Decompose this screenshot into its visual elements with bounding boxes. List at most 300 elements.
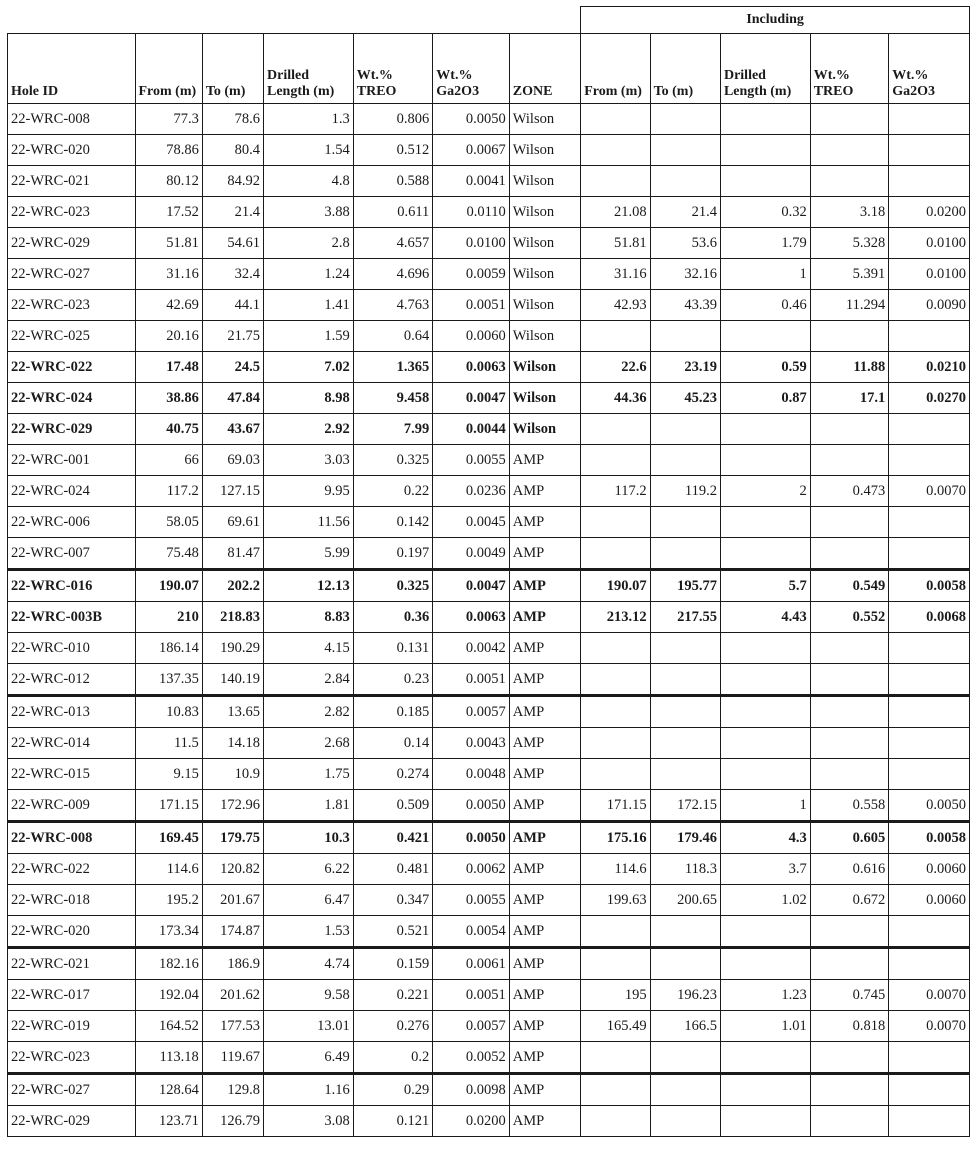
cell-inc-to (650, 538, 720, 570)
cell-zone: AMP (509, 445, 580, 476)
cell-inc-from: 175.16 (581, 822, 650, 854)
cell-drilled-length: 2.68 (264, 728, 354, 759)
cell-to: 201.62 (202, 980, 263, 1011)
cell-inc-treo: 0.605 (810, 822, 889, 854)
cell-inc-ga2o3: 0.0058 (889, 570, 970, 602)
cell-zone: AMP (509, 633, 580, 664)
cell-treo: 0.2 (353, 1042, 433, 1074)
cell-inc-treo: 0.818 (810, 1011, 889, 1042)
cell-hole-id: 22-WRC-029 (8, 1106, 136, 1137)
header-inc-to: To (m) (650, 34, 720, 104)
cell-from: 9.15 (135, 759, 202, 790)
cell-drilled-length: 1.75 (264, 759, 354, 790)
cell-inc-drilled-length (720, 321, 810, 352)
table-row (8, 197, 970, 228)
cell-inc-treo (810, 728, 889, 759)
cell-inc-treo (810, 507, 889, 538)
cell-inc-treo: 0.616 (810, 854, 889, 885)
group-header-row (8, 7, 970, 34)
cell-inc-treo (810, 1106, 889, 1137)
cell-inc-treo: 0.558 (810, 790, 889, 822)
cell-inc-ga2o3 (889, 696, 970, 728)
group-header-blank (8, 7, 581, 34)
cell-inc-from (581, 633, 650, 664)
table-row (8, 104, 970, 135)
cell-inc-drilled-length: 1.23 (720, 980, 810, 1011)
cell-inc-drilled-length (720, 135, 810, 166)
cell-inc-ga2o3: 0.0070 (889, 476, 970, 507)
cell-inc-to: 119.2 (650, 476, 720, 507)
cell-from: 75.48 (135, 538, 202, 570)
cell-treo: 0.14 (353, 728, 433, 759)
cell-to: 13.65 (202, 696, 263, 728)
cell-drilled-length: 11.56 (264, 507, 354, 538)
cell-treo: 0.588 (353, 166, 433, 197)
including-group-header: Including (581, 7, 970, 34)
cell-zone: Wilson (509, 166, 580, 197)
table-row (8, 290, 970, 321)
cell-inc-treo (810, 104, 889, 135)
cell-drilled-length: 12.13 (264, 570, 354, 602)
cell-inc-ga2o3: 0.0050 (889, 790, 970, 822)
cell-treo: 0.611 (353, 197, 433, 228)
cell-zone: AMP (509, 570, 580, 602)
cell-inc-from: 171.15 (581, 790, 650, 822)
cell-inc-from (581, 696, 650, 728)
cell-from: 17.48 (135, 352, 202, 383)
cell-to: 84.92 (202, 166, 263, 197)
cell-inc-from: 165.49 (581, 1011, 650, 1042)
cell-inc-treo (810, 1042, 889, 1074)
cell-from: 210 (135, 602, 202, 633)
cell-to: 69.61 (202, 507, 263, 538)
cell-hole-id: 22-WRC-023 (8, 290, 136, 321)
cell-inc-drilled-length (720, 507, 810, 538)
cell-drilled-length: 13.01 (264, 1011, 354, 1042)
cell-drilled-length: 6.49 (264, 1042, 354, 1074)
cell-ga2o3: 0.0051 (433, 290, 510, 321)
table-row (8, 228, 970, 259)
cell-hole-id: 22-WRC-015 (8, 759, 136, 790)
cell-ga2o3: 0.0059 (433, 259, 510, 290)
cell-inc-drilled-length: 1 (720, 790, 810, 822)
cell-inc-treo: 3.18 (810, 197, 889, 228)
cell-inc-to (650, 1042, 720, 1074)
cell-inc-from: 117.2 (581, 476, 650, 507)
cell-ga2o3: 0.0054 (433, 916, 510, 948)
cell-zone: Wilson (509, 228, 580, 259)
cell-inc-from: 114.6 (581, 854, 650, 885)
cell-ga2o3: 0.0063 (433, 352, 510, 383)
cell-zone: AMP (509, 476, 580, 507)
cell-inc-treo (810, 321, 889, 352)
cell-hole-id: 22-WRC-018 (8, 885, 136, 916)
cell-from: 20.16 (135, 321, 202, 352)
cell-from: 58.05 (135, 507, 202, 538)
cell-inc-treo (810, 948, 889, 980)
cell-to: 172.96 (202, 790, 263, 822)
cell-to: 69.03 (202, 445, 263, 476)
cell-inc-drilled-length: 0.46 (720, 290, 810, 321)
cell-ga2o3: 0.0067 (433, 135, 510, 166)
cell-from: 51.81 (135, 228, 202, 259)
cell-drilled-length: 2.8 (264, 228, 354, 259)
cell-hole-id: 22-WRC-022 (8, 352, 136, 383)
cell-inc-drilled-length (720, 166, 810, 197)
cell-hole-id: 22-WRC-019 (8, 1011, 136, 1042)
cell-inc-ga2o3 (889, 414, 970, 445)
cell-ga2o3: 0.0051 (433, 664, 510, 696)
cell-hole-id: 22-WRC-029 (8, 414, 136, 445)
cell-inc-treo: 11.88 (810, 352, 889, 383)
cell-inc-drilled-length: 0.87 (720, 383, 810, 414)
cell-ga2o3: 0.0062 (433, 854, 510, 885)
cell-treo: 0.159 (353, 948, 433, 980)
cell-to: 186.9 (202, 948, 263, 980)
cell-from: 182.16 (135, 948, 202, 980)
cell-inc-ga2o3 (889, 728, 970, 759)
cell-hole-id: 22-WRC-027 (8, 1074, 136, 1106)
cell-inc-drilled-length (720, 728, 810, 759)
cell-to: 190.29 (202, 633, 263, 664)
table-body (8, 104, 970, 1137)
cell-drilled-length: 3.88 (264, 197, 354, 228)
cell-drilled-length: 1.16 (264, 1074, 354, 1106)
cell-treo: 0.36 (353, 602, 433, 633)
header-inc-from: From (m) (581, 34, 650, 104)
cell-inc-from (581, 1074, 650, 1106)
cell-hole-id: 22-WRC-008 (8, 822, 136, 854)
cell-to: 54.61 (202, 228, 263, 259)
cell-drilled-length: 9.58 (264, 980, 354, 1011)
cell-drilled-length: 1.41 (264, 290, 354, 321)
cell-inc-ga2o3 (889, 104, 970, 135)
cell-hole-id: 22-WRC-020 (8, 916, 136, 948)
cell-treo: 0.347 (353, 885, 433, 916)
header-drilled-length: Drilled Length (m) (264, 34, 354, 104)
cell-from: 113.18 (135, 1042, 202, 1074)
cell-drilled-length: 1.59 (264, 321, 354, 352)
cell-from: 11.5 (135, 728, 202, 759)
cell-inc-drilled-length (720, 1042, 810, 1074)
cell-drilled-length: 4.74 (264, 948, 354, 980)
cell-inc-drilled-length (720, 696, 810, 728)
cell-inc-to (650, 166, 720, 197)
cell-from: 31.16 (135, 259, 202, 290)
table-row (8, 790, 970, 822)
cell-to: 174.87 (202, 916, 263, 948)
cell-to: 218.83 (202, 602, 263, 633)
cell-inc-from (581, 948, 650, 980)
cell-inc-drilled-length (720, 445, 810, 476)
cell-ga2o3: 0.0100 (433, 228, 510, 259)
cell-inc-to (650, 728, 720, 759)
cell-ga2o3: 0.0050 (433, 822, 510, 854)
cell-ga2o3: 0.0048 (433, 759, 510, 790)
cell-to: 21.4 (202, 197, 263, 228)
cell-ga2o3: 0.0044 (433, 414, 510, 445)
cell-inc-to (650, 916, 720, 948)
cell-inc-ga2o3: 0.0090 (889, 290, 970, 321)
cell-inc-to: 118.3 (650, 854, 720, 885)
cell-to: 140.19 (202, 664, 263, 696)
cell-zone: Wilson (509, 135, 580, 166)
cell-inc-to (650, 445, 720, 476)
cell-ga2o3: 0.0055 (433, 885, 510, 916)
cell-inc-drilled-length (720, 1106, 810, 1137)
header-hole-id: Hole ID (8, 34, 136, 104)
header-zone: ZONE (509, 34, 580, 104)
cell-from: 78.86 (135, 135, 202, 166)
cell-treo: 9.458 (353, 383, 433, 414)
cell-hole-id: 22-WRC-013 (8, 696, 136, 728)
cell-zone: Wilson (509, 259, 580, 290)
cell-ga2o3: 0.0047 (433, 383, 510, 414)
cell-inc-to: 179.46 (650, 822, 720, 854)
cell-from: 42.69 (135, 290, 202, 321)
cell-from: 38.86 (135, 383, 202, 414)
cell-inc-drilled-length (720, 104, 810, 135)
cell-to: 14.18 (202, 728, 263, 759)
cell-hole-id: 22-WRC-016 (8, 570, 136, 602)
cell-to: 179.75 (202, 822, 263, 854)
cell-inc-from (581, 916, 650, 948)
cell-drilled-length: 6.22 (264, 854, 354, 885)
cell-zone: Wilson (509, 197, 580, 228)
cell-inc-to (650, 414, 720, 445)
cell-zone: AMP (509, 696, 580, 728)
cell-inc-ga2o3 (889, 507, 970, 538)
cell-inc-drilled-length (720, 538, 810, 570)
table-row (8, 602, 970, 633)
cell-treo: 0.806 (353, 104, 433, 135)
cell-inc-from: 51.81 (581, 228, 650, 259)
table-row (8, 759, 970, 790)
cell-drilled-length: 5.99 (264, 538, 354, 570)
cell-from: 137.35 (135, 664, 202, 696)
cell-zone: AMP (509, 1074, 580, 1106)
cell-inc-treo: 17.1 (810, 383, 889, 414)
cell-inc-from (581, 321, 650, 352)
cell-inc-treo (810, 633, 889, 664)
cell-inc-to (650, 104, 720, 135)
cell-inc-treo: 0.745 (810, 980, 889, 1011)
cell-inc-drilled-length: 0.32 (720, 197, 810, 228)
cell-ga2o3: 0.0050 (433, 790, 510, 822)
cell-inc-drilled-length: 2 (720, 476, 810, 507)
cell-inc-treo: 0.672 (810, 885, 889, 916)
cell-from: 10.83 (135, 696, 202, 728)
cell-inc-from: 199.63 (581, 885, 650, 916)
cell-zone: AMP (509, 854, 580, 885)
cell-hole-id: 22-WRC-003B (8, 602, 136, 633)
cell-treo: 0.23 (353, 664, 433, 696)
cell-hole-id: 22-WRC-006 (8, 507, 136, 538)
cell-inc-from: 22.6 (581, 352, 650, 383)
cell-zone: AMP (509, 664, 580, 696)
cell-inc-from (581, 507, 650, 538)
cell-hole-id: 22-WRC-009 (8, 790, 136, 822)
cell-to: 44.1 (202, 290, 263, 321)
cell-inc-ga2o3: 0.0068 (889, 602, 970, 633)
cell-ga2o3: 0.0060 (433, 321, 510, 352)
cell-from: 77.3 (135, 104, 202, 135)
cell-to: 32.4 (202, 259, 263, 290)
cell-to: 177.53 (202, 1011, 263, 1042)
cell-treo: 0.197 (353, 538, 433, 570)
cell-zone: Wilson (509, 290, 580, 321)
table-row (8, 633, 970, 664)
cell-inc-drilled-length (720, 1074, 810, 1106)
cell-treo: 0.142 (353, 507, 433, 538)
cell-to: 81.47 (202, 538, 263, 570)
cell-hole-id: 22-WRC-010 (8, 633, 136, 664)
header-from: From (m) (135, 34, 202, 104)
cell-inc-drilled-length: 3.7 (720, 854, 810, 885)
cell-from: 123.71 (135, 1106, 202, 1137)
table-row (8, 885, 970, 916)
cell-inc-to: 200.65 (650, 885, 720, 916)
cell-hole-id: 22-WRC-023 (8, 197, 136, 228)
cell-inc-ga2o3 (889, 633, 970, 664)
cell-zone: AMP (509, 538, 580, 570)
cell-treo: 0.121 (353, 1106, 433, 1137)
cell-treo: 0.512 (353, 135, 433, 166)
cell-from: 66 (135, 445, 202, 476)
cell-inc-treo (810, 445, 889, 476)
cell-inc-to (650, 759, 720, 790)
cell-inc-to: 166.5 (650, 1011, 720, 1042)
cell-drilled-length: 4.8 (264, 166, 354, 197)
cell-inc-drilled-length (720, 948, 810, 980)
cell-to: 202.2 (202, 570, 263, 602)
cell-inc-from (581, 104, 650, 135)
cell-zone: AMP (509, 980, 580, 1011)
cell-ga2o3: 0.0049 (433, 538, 510, 570)
cell-inc-ga2o3: 0.0058 (889, 822, 970, 854)
cell-from: 173.34 (135, 916, 202, 948)
cell-drilled-length: 8.98 (264, 383, 354, 414)
cell-treo: 0.481 (353, 854, 433, 885)
column-header-row (8, 34, 970, 104)
cell-zone: Wilson (509, 321, 580, 352)
table-row (8, 570, 970, 602)
cell-zone: AMP (509, 759, 580, 790)
cell-ga2o3: 0.0063 (433, 602, 510, 633)
cell-treo: 0.325 (353, 445, 433, 476)
cell-inc-ga2o3: 0.0070 (889, 980, 970, 1011)
cell-inc-to: 32.16 (650, 259, 720, 290)
cell-zone: AMP (509, 602, 580, 633)
cell-hole-id: 22-WRC-027 (8, 259, 136, 290)
cell-drilled-length: 10.3 (264, 822, 354, 854)
cell-inc-from (581, 538, 650, 570)
cell-inc-ga2o3: 0.0100 (889, 259, 970, 290)
cell-inc-ga2o3 (889, 538, 970, 570)
cell-hole-id: 22-WRC-021 (8, 166, 136, 197)
cell-ga2o3: 0.0057 (433, 1011, 510, 1042)
cell-zone: Wilson (509, 352, 580, 383)
cell-inc-ga2o3 (889, 321, 970, 352)
cell-inc-drilled-length: 4.43 (720, 602, 810, 633)
cell-hole-id: 22-WRC-029 (8, 228, 136, 259)
cell-drilled-length: 1.53 (264, 916, 354, 948)
cell-zone: AMP (509, 948, 580, 980)
cell-drilled-length: 1.3 (264, 104, 354, 135)
cell-inc-ga2o3 (889, 1106, 970, 1137)
cell-drilled-length: 2.92 (264, 414, 354, 445)
cell-drilled-length: 8.83 (264, 602, 354, 633)
cell-inc-treo: 5.328 (810, 228, 889, 259)
table-row (8, 822, 970, 854)
cell-treo: 0.185 (353, 696, 433, 728)
cell-inc-drilled-length (720, 916, 810, 948)
cell-hole-id: 22-WRC-001 (8, 445, 136, 476)
cell-hole-id: 22-WRC-021 (8, 948, 136, 980)
cell-inc-from (581, 166, 650, 197)
cell-inc-ga2o3: 0.0270 (889, 383, 970, 414)
cell-inc-from: 213.12 (581, 602, 650, 633)
table-row (8, 664, 970, 696)
cell-to: 10.9 (202, 759, 263, 790)
cell-drilled-length: 2.84 (264, 664, 354, 696)
cell-to: 120.82 (202, 854, 263, 885)
cell-inc-from (581, 664, 650, 696)
cell-inc-treo: 0.549 (810, 570, 889, 602)
cell-inc-drilled-length: 1.79 (720, 228, 810, 259)
cell-hole-id: 22-WRC-022 (8, 854, 136, 885)
cell-treo: 0.64 (353, 321, 433, 352)
cell-inc-to: 172.15 (650, 790, 720, 822)
header-to: To (m) (202, 34, 263, 104)
cell-treo: 0.131 (353, 633, 433, 664)
cell-treo: 0.276 (353, 1011, 433, 1042)
cell-inc-to: 196.23 (650, 980, 720, 1011)
cell-inc-treo (810, 759, 889, 790)
cell-drilled-length: 2.82 (264, 696, 354, 728)
cell-ga2o3: 0.0057 (433, 696, 510, 728)
cell-inc-to: 45.23 (650, 383, 720, 414)
cell-from: 186.14 (135, 633, 202, 664)
cell-inc-treo: 0.473 (810, 476, 889, 507)
cell-inc-from: 44.36 (581, 383, 650, 414)
cell-inc-drilled-length: 5.7 (720, 570, 810, 602)
cell-inc-ga2o3: 0.0070 (889, 1011, 970, 1042)
cell-drilled-length: 7.02 (264, 352, 354, 383)
cell-to: 201.67 (202, 885, 263, 916)
cell-treo: 4.657 (353, 228, 433, 259)
cell-drilled-length: 1.81 (264, 790, 354, 822)
cell-ga2o3: 0.0055 (433, 445, 510, 476)
cell-from: 171.15 (135, 790, 202, 822)
cell-hole-id: 22-WRC-012 (8, 664, 136, 696)
cell-hole-id: 22-WRC-020 (8, 135, 136, 166)
table-row (8, 1042, 970, 1074)
cell-inc-to (650, 1106, 720, 1137)
cell-treo: 4.696 (353, 259, 433, 290)
cell-inc-from: 21.08 (581, 197, 650, 228)
cell-inc-to (650, 321, 720, 352)
cell-inc-drilled-length (720, 633, 810, 664)
cell-drilled-length: 1.24 (264, 259, 354, 290)
cell-zone: Wilson (509, 383, 580, 414)
cell-inc-ga2o3 (889, 759, 970, 790)
cell-treo: 0.421 (353, 822, 433, 854)
cell-from: 114.6 (135, 854, 202, 885)
table-row (8, 980, 970, 1011)
cell-zone: Wilson (509, 104, 580, 135)
cell-inc-treo (810, 916, 889, 948)
